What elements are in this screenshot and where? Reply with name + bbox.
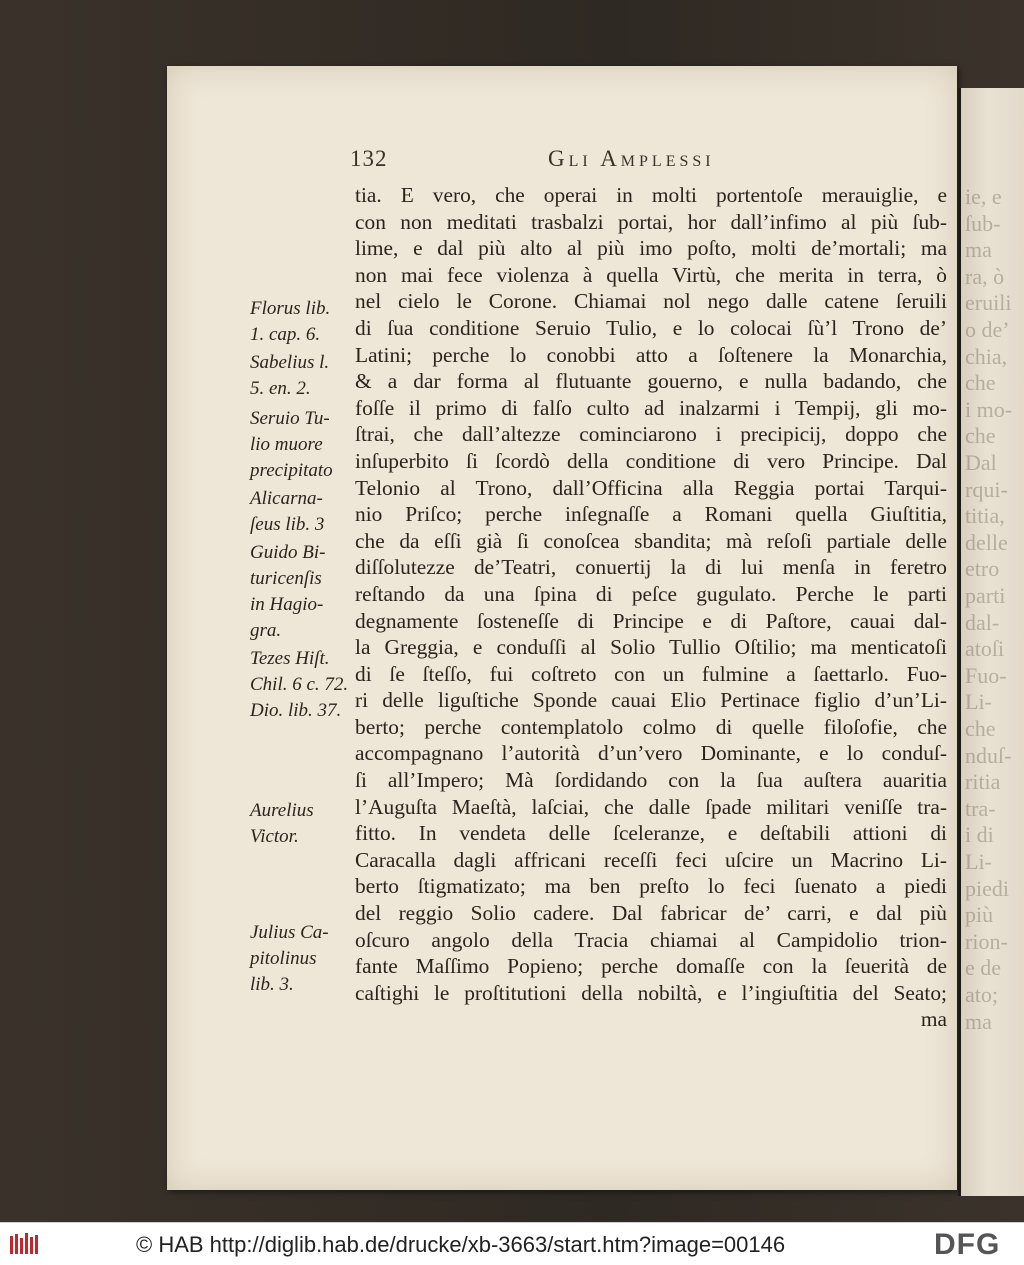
next-page-fragment: chia,: [965, 343, 1008, 369]
next-page-fragment: ra, ò: [965, 263, 1005, 289]
next-page-fragment: che: [965, 423, 996, 449]
text-line: che da eſſi già ſi conoſcea sbandita; mà reſoſi partiale delle: [355, 528, 947, 553]
text-line: Telonio al Trono, dall’Officina alla Reggia portai Tarqui-: [355, 475, 947, 500]
text-line: ſtrai, che dall’altezze cominciarono i precipicij, doppo che: [355, 422, 947, 447]
text-line: non mai fece violenza à quella Virtù, che merita in terra, ò: [355, 262, 947, 287]
next-page-fragment: tra-: [965, 795, 996, 821]
next-page-fragment: ato;: [965, 982, 998, 1007]
text-line: fante Maſſimo Popieno; perche domaſſe con la ſeuerità de: [355, 954, 947, 979]
text-line: degnamente ſosteneſſe di Principe e di Paſtore, cauai dal-: [355, 608, 947, 633]
running-title: Gli Amplessi: [548, 146, 715, 171]
text-line: la Greggia, e conduſſi al Solio Tullio Oſtilio; ma menticatoſi: [355, 635, 947, 660]
text-line: fitto. In vendeta delle ſceleranze, e deſtabili attioni di: [355, 821, 947, 846]
next-page-fragment: delle: [965, 529, 1008, 555]
next-page-fragment: ie, e: [965, 184, 1002, 209]
next-page-fragment: i di: [965, 822, 994, 848]
margin-note: Dio. lib. 37.: [250, 700, 342, 721]
text-line: lime, e dal più alto al più imo poſto, molti de’mortali; ma: [355, 236, 947, 261]
next-page-fragment: che: [965, 370, 996, 396]
margin-note: Florus lib.: [250, 298, 331, 319]
margin-note: Julius Ca-: [250, 922, 329, 943]
next-page-fragment: nduſ-: [965, 742, 1012, 768]
margin-note: gra.: [250, 620, 282, 641]
margin-note: in Hagio-: [250, 594, 324, 615]
next-page-fragment: Dal: [965, 450, 997, 475]
next-page-fragment: ma: [965, 237, 992, 263]
margin-note: 1. cap. 6.: [250, 324, 321, 345]
margin-note: precipitato: [250, 460, 333, 481]
next-page-fragment: che: [965, 716, 996, 741]
margin-note: Aurelius: [250, 800, 314, 821]
text-line: di ſua conditione Seruio Tulio, e lo colocai ſù’l Trono de’: [355, 315, 947, 340]
footer-bar: [0, 1222, 1024, 1265]
text-line: di ſe ſteſſo, fui coſtreto con un fulmine a ſaettarlo. Fuo-: [355, 661, 947, 686]
margin-note: turicenſis: [250, 568, 322, 589]
margin-note: Sabelius l.: [250, 352, 330, 373]
text-line: Latini; perche lo conobbi atto a ſoſtenere la Monarchia,: [355, 342, 947, 367]
next-page-fragment: Li-: [965, 849, 992, 874]
running-head: [350, 146, 950, 176]
text-line: nio Priſco; perche inſegnaſſe a Romani quella Giuſtitia,: [355, 502, 947, 527]
next-page-fragment: dal-: [965, 609, 1000, 635]
next-page-fragment: ſub-: [965, 210, 1001, 236]
text-line: & a dar forma al flutuante gouerno, e nulla badando, che: [355, 369, 947, 394]
next-page-fragment: titia,: [965, 503, 1005, 529]
margin-note: Seruio Tu-: [250, 408, 330, 429]
footer-url-text: © HAB http://diglib.hab.de/drucke/xb-3663/start.htm?image=00146: [136, 1232, 786, 1257]
margin-note: ſeus lib. 3: [250, 514, 325, 535]
next-page-fragment: e de: [965, 955, 1002, 981]
next-page-fragment: eruili: [965, 290, 1012, 316]
text-line: tia. E vero, che operai in molti portentoſe merauiglie, e: [355, 183, 947, 207]
text-line: oſcuro angolo della Tracia chiamai al Campidolio trion-: [355, 927, 947, 952]
next-page-fragment: rqui-: [965, 476, 1008, 502]
text-line: Caracalla dagli affricani receſſi feci uſcire un Macrino Li-: [355, 847, 947, 872]
text-line: foſſe il primo di falſo culto ad inalzarmi i Tempij, gli mo-: [355, 395, 947, 420]
text-line: caſtighi le proſtitutioni della nobiltà, e l’ingiuſtitia del Seato;: [355, 980, 947, 1005]
next-page-fragment: ritia: [965, 769, 1001, 795]
margin-note: Victor.: [250, 826, 299, 847]
next-page-fragment: atoſi: [965, 636, 1005, 662]
text-line: l’Auguſta Maeſtà, laſciai, che dalle ſpade militari veniſſe tra-: [355, 794, 947, 819]
next-page-fragment: o de’: [965, 317, 1010, 342]
text-line: ri delle liguſtiche Sponde cauai Elio Pertinace figlio d’un’Li-: [355, 688, 947, 713]
text-line: del reggio Solio cadere. Dal fabricar de’ carri, e dal più: [355, 901, 947, 926]
next-page-fragment: etro: [965, 556, 1000, 582]
margin-note: 5. en. 2.: [250, 378, 311, 399]
margin-note: Chil. 6 c. 72.: [250, 674, 349, 695]
margin-note: Guido Bi-: [250, 542, 326, 563]
dfg-logo: DFG: [934, 1228, 1001, 1261]
text-line: berto; perche contemplatolo colmo di quelle filoſofie, che: [355, 714, 947, 739]
text-line: accompagnano l’autorità d’un’vero Dominante, e lo conduſ-: [355, 741, 947, 766]
text-line: ſi all’Impero; Mà ſordidando con la ſua auſtera auaritia: [355, 768, 947, 793]
next-page-fragment: più: [965, 902, 994, 928]
margin-note: lio muore: [250, 434, 323, 455]
margin-note: pitolinus: [250, 948, 317, 969]
hab-logo-icon: [8, 1231, 42, 1257]
body-text: [355, 182, 947, 1033]
text-line: ma: [920, 1007, 947, 1032]
next-page-fragment: piedi: [965, 875, 1009, 901]
next-page-fragment: Fuo-: [965, 662, 1007, 688]
text-line: reſtando da una ſpina di peſce gugulato. Perche le parti: [355, 581, 947, 606]
next-page-fragment: ma: [965, 1008, 992, 1034]
page-number: 132: [350, 146, 388, 171]
margin-note: lib. 3.: [250, 974, 294, 995]
text-line: nel cielo le Corone. Chiamai nol nego dalle catene ſeruili: [355, 289, 947, 314]
next-page-edge: [958, 88, 1024, 1196]
next-page-fragment: parti: [965, 583, 1006, 608]
text-line: berto ſtigmatizato; ma ben preſto lo feci ſuenato a piedi: [355, 874, 947, 899]
text-line: inſuperbito ſi ſcordò della conditione di vero Principe. Dal: [355, 448, 947, 473]
next-page-fragment: rion-: [965, 928, 1008, 954]
margin-note: Tezes Hiſt.: [250, 648, 330, 669]
next-page-fragment: Li-: [965, 689, 992, 715]
margin-note: Alicarna-: [250, 488, 323, 509]
text-line: con non meditati trasbalzi portai, hor dall’infimo al più ſub-: [355, 209, 947, 234]
text-line: diſſolutezze de’Teatri, conuertij la di lui menſa in feretro: [355, 555, 947, 580]
next-page-fragment: i mo-: [965, 396, 1013, 422]
